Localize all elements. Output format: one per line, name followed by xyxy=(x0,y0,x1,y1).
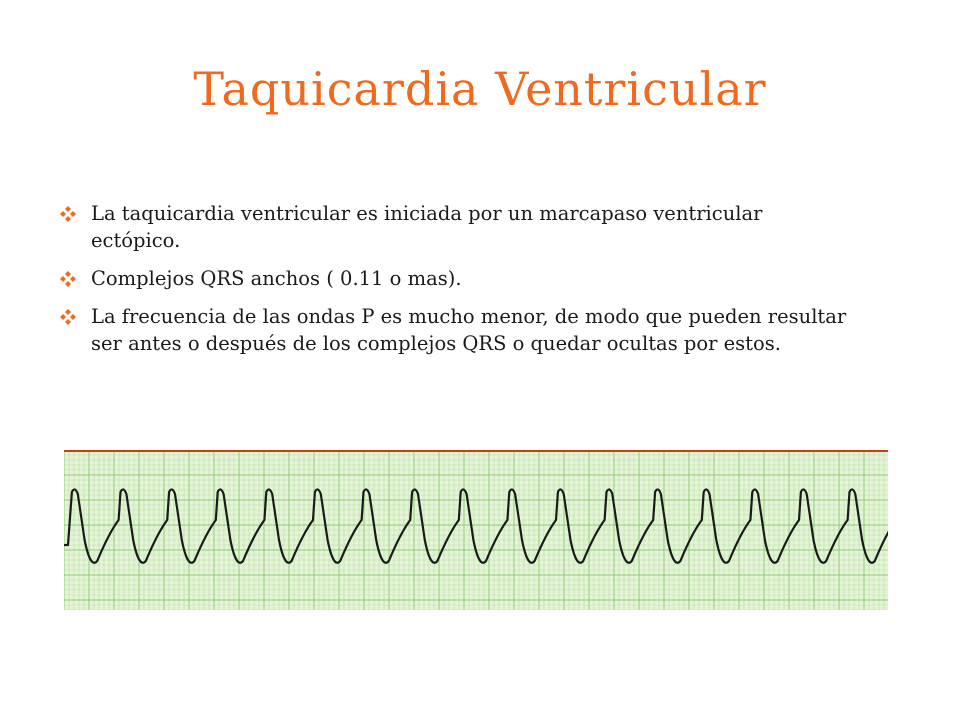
slide-title: Taquicardia Ventricular xyxy=(193,62,767,116)
bullet-item xyxy=(60,303,850,357)
bullet-list xyxy=(60,200,850,368)
bullet-item xyxy=(60,265,850,292)
ecg-strip-image xyxy=(64,450,888,610)
bullet-text: La frecuencia de las ondas P es mucho menor, de modo que pueden resultar ser antes o después de los complejos QRS o quedar ocultas por estos. xyxy=(91,305,847,355)
bullet-text: Complejos QRS anchos ( 0.11 o mas). xyxy=(91,267,462,290)
four-diamond-bullet-icon xyxy=(60,206,76,222)
four-diamond-bullet-icon xyxy=(60,309,76,325)
four-diamond-bullet-icon xyxy=(60,271,76,287)
bullet-text: La taquicardia ventricular es iniciada por un marcapaso ventricular ectópico. xyxy=(91,202,763,252)
bullet-item xyxy=(60,200,850,254)
